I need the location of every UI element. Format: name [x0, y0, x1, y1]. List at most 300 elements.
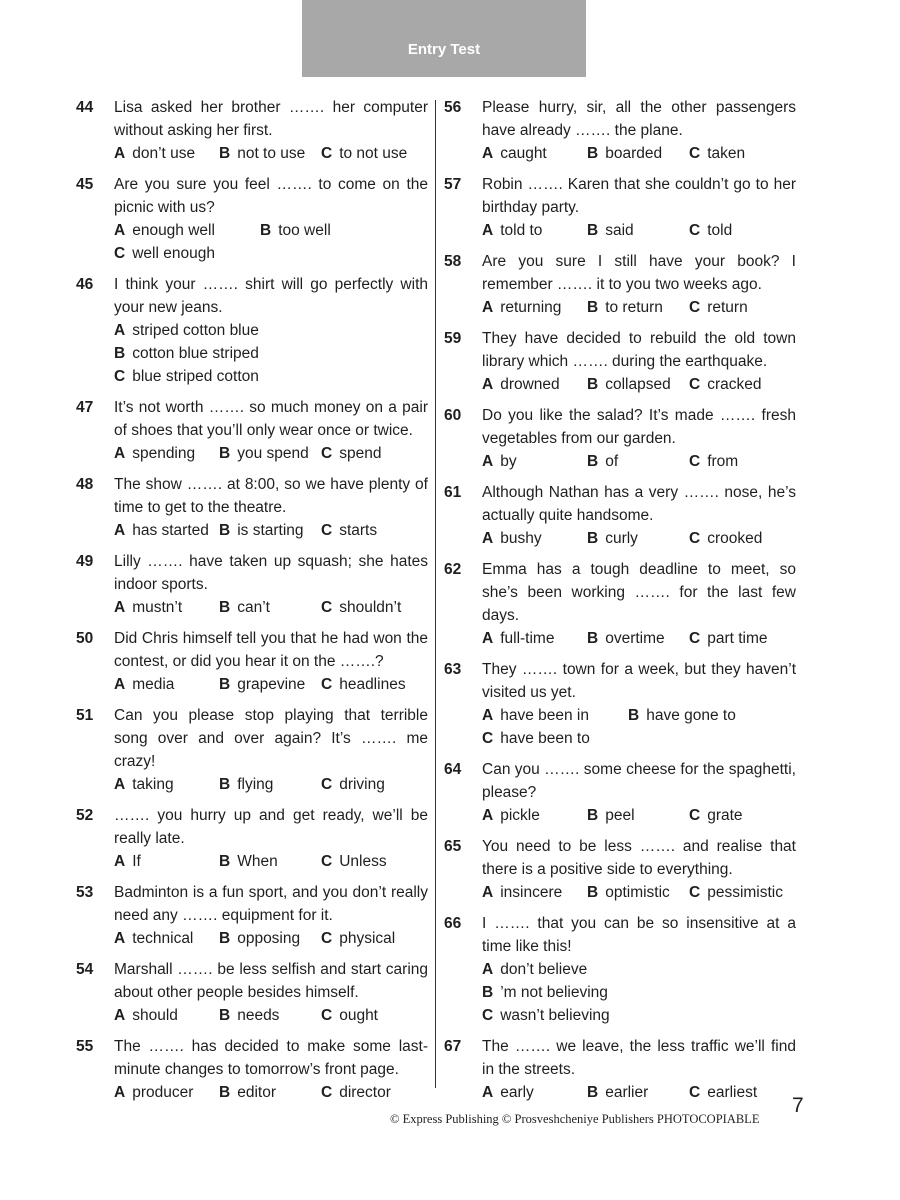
option-text: pessimistic	[707, 884, 783, 901]
option-a	[482, 627, 587, 650]
option-b	[587, 142, 689, 165]
option-letter: C	[321, 930, 333, 947]
option-text: don’t use	[132, 145, 196, 162]
question-body	[482, 835, 796, 904]
option-text: opposing	[237, 930, 301, 947]
option-c	[689, 527, 794, 550]
option-b	[219, 1004, 321, 1027]
answer-options	[114, 927, 428, 950]
question-body	[114, 273, 428, 388]
answer-options	[114, 319, 428, 388]
option-text: too well	[278, 222, 331, 239]
option-letter: B	[219, 522, 231, 539]
option-text: media	[132, 676, 175, 693]
option-text: boarded	[605, 145, 663, 162]
option-b	[114, 342, 428, 365]
option-text: told to	[500, 222, 543, 239]
option-text: curly	[605, 530, 638, 547]
option-text: have been to	[500, 730, 590, 747]
option-letter: B	[219, 930, 231, 947]
option-letter: A	[482, 453, 494, 470]
question-body	[482, 481, 796, 550]
option-text: to return	[605, 299, 663, 316]
question-number: 65	[444, 838, 462, 855]
answer-options	[114, 1081, 428, 1104]
option-letter: B	[587, 884, 599, 901]
option-letter: C	[114, 245, 126, 262]
option-text: you spend	[237, 445, 309, 462]
option-text: taking	[132, 776, 174, 793]
question-52	[76, 804, 428, 873]
question-text: Lisa asked her brother ……. her computer without asking her first.	[114, 99, 428, 139]
option-letter: C	[321, 599, 333, 616]
option-text: told	[707, 222, 733, 239]
option-text: to not use	[339, 145, 408, 162]
option-text: producer	[132, 1084, 194, 1101]
option-b	[587, 1081, 689, 1104]
question-body	[482, 404, 796, 473]
option-letter: A	[114, 599, 126, 616]
question-62	[444, 558, 796, 650]
option-b	[482, 981, 796, 1004]
option-b	[587, 296, 689, 319]
question-body	[482, 558, 796, 650]
option-b	[587, 219, 689, 242]
question-text: They have decided to rebuild the old town library which ……. during the earthquake.	[482, 330, 796, 370]
option-text: shouldn’t	[339, 599, 402, 616]
question-number: 54	[76, 961, 94, 978]
question-text: The show ……. at 8:00, so we have plenty of time to get to the theatre.	[114, 476, 428, 516]
question-number: 44	[76, 99, 94, 116]
option-a	[482, 1081, 587, 1104]
option-letter: A	[482, 707, 494, 724]
question-66	[444, 912, 796, 1027]
question-text: Please hurry, sir, all the other passengers have already ……. the plane.	[482, 99, 796, 139]
option-text: enough well	[132, 222, 215, 239]
option-text: taken	[707, 145, 746, 162]
option-letter: C	[482, 1007, 494, 1024]
right-column	[444, 96, 796, 1112]
question-body	[114, 704, 428, 796]
option-c	[321, 1081, 426, 1104]
option-letter: C	[689, 145, 701, 162]
option-b	[219, 673, 321, 696]
option-letter: A	[482, 299, 494, 316]
option-letter: A	[482, 807, 494, 824]
option-b	[219, 596, 321, 619]
question-45	[76, 173, 428, 265]
question-57	[444, 173, 796, 242]
question-53	[76, 881, 428, 950]
option-text: don’t believe	[500, 961, 588, 978]
option-a	[114, 1081, 219, 1104]
option-text: not to use	[237, 145, 306, 162]
option-text: physical	[339, 930, 396, 947]
answer-options	[114, 596, 428, 619]
question-text: Although Nathan has a very ……. nose, he’s actually quite handsome.	[482, 484, 796, 524]
option-text: Unless	[339, 853, 387, 870]
option-letter: A	[482, 1084, 494, 1101]
option-letter: C	[321, 1007, 333, 1024]
option-c	[114, 365, 428, 388]
option-letter: B	[587, 530, 599, 547]
option-a	[114, 673, 219, 696]
option-a	[482, 527, 587, 550]
option-letter: A	[114, 853, 126, 870]
option-text: part time	[707, 630, 768, 647]
question-body	[114, 96, 428, 165]
option-c	[689, 881, 794, 904]
question-number: 60	[444, 407, 462, 424]
option-b	[219, 442, 321, 465]
option-text: early	[500, 1084, 534, 1101]
question-48	[76, 473, 428, 542]
option-text: needs	[237, 1007, 280, 1024]
option-text: If	[132, 853, 141, 870]
question-49	[76, 550, 428, 619]
option-letter: B	[219, 145, 231, 162]
option-letter: C	[321, 676, 333, 693]
page-number: 7	[792, 1094, 804, 1117]
option-text: have been in	[500, 707, 589, 724]
answer-options	[114, 219, 428, 265]
option-letter: A	[482, 884, 494, 901]
column-divider	[435, 100, 436, 1088]
option-letter: A	[114, 930, 126, 947]
option-b	[587, 804, 689, 827]
option-b	[219, 850, 321, 873]
option-letter: B	[587, 1084, 599, 1101]
option-a	[482, 704, 628, 727]
option-a	[114, 596, 219, 619]
option-b	[587, 373, 689, 396]
question-text: Can you please stop playing that terrible song over and over again? It’s ……. me crazy!	[114, 707, 428, 770]
question-text: ……. you hurry up and get ready, we’ll be really late.	[114, 807, 428, 847]
question-63	[444, 658, 796, 750]
answer-options	[482, 804, 796, 827]
option-letter: B	[587, 630, 599, 647]
question-number: 46	[76, 276, 94, 293]
option-letter: A	[114, 776, 126, 793]
answer-options	[482, 373, 796, 396]
option-letter: B	[219, 445, 231, 462]
question-text: It’s not worth ……. so much money on a pair of shoes that you’ll only wear once or twice.	[114, 399, 428, 439]
option-b	[260, 219, 406, 242]
option-letter: C	[321, 145, 333, 162]
option-text: When	[237, 853, 278, 870]
option-text: overtime	[605, 630, 665, 647]
question-body	[482, 1035, 796, 1104]
answer-options	[482, 881, 796, 904]
option-letter: B	[219, 1084, 231, 1101]
option-c	[321, 927, 426, 950]
option-letter: A	[482, 961, 494, 978]
option-c	[689, 627, 794, 650]
question-50	[76, 627, 428, 696]
option-letter: C	[689, 807, 701, 824]
option-text: flying	[237, 776, 274, 793]
option-c	[321, 850, 426, 873]
option-b	[587, 450, 689, 473]
option-text: crooked	[707, 530, 763, 547]
option-letter: A	[482, 145, 494, 162]
option-letter: B	[219, 1007, 231, 1024]
option-letter: B	[587, 807, 599, 824]
option-c	[689, 1081, 794, 1104]
option-a	[482, 219, 587, 242]
option-text: insincere	[500, 884, 563, 901]
answer-options	[482, 219, 796, 242]
question-body	[482, 250, 796, 319]
option-c	[689, 142, 794, 165]
option-text: director	[339, 1084, 391, 1101]
question-54	[76, 958, 428, 1027]
question-body	[114, 881, 428, 950]
option-text: drowned	[500, 376, 560, 393]
option-a	[482, 450, 587, 473]
question-number: 45	[76, 176, 94, 193]
question-body	[482, 327, 796, 396]
question-body	[114, 473, 428, 542]
option-b	[219, 1081, 321, 1104]
option-letter: B	[219, 676, 231, 693]
option-text: collapsed	[605, 376, 671, 393]
option-a	[114, 927, 219, 950]
option-text: pickle	[500, 807, 540, 824]
option-c	[321, 773, 426, 796]
question-64	[444, 758, 796, 827]
answer-options	[114, 442, 428, 465]
question-text: Emma has a tough deadline to meet, so she’s been working ……. for the last few days.	[482, 561, 796, 624]
left-column	[76, 96, 428, 1112]
option-letter: A	[482, 222, 494, 239]
answer-options	[482, 296, 796, 319]
option-text: earliest	[707, 1084, 758, 1101]
question-46	[76, 273, 428, 388]
option-text: by	[500, 453, 517, 470]
answer-options	[482, 958, 796, 1027]
question-51	[76, 704, 428, 796]
answer-options	[114, 1004, 428, 1027]
option-letter: A	[482, 630, 494, 647]
option-text: spending	[132, 445, 196, 462]
option-a	[482, 804, 587, 827]
option-a	[114, 319, 428, 342]
option-letter: A	[114, 1084, 126, 1101]
question-text: Robin ……. Karen that she couldn’t go to her birthday party.	[482, 176, 796, 216]
question-number: 52	[76, 807, 94, 824]
option-c	[689, 373, 794, 396]
option-b	[587, 627, 689, 650]
option-text: from	[707, 453, 739, 470]
option-letter: C	[321, 853, 333, 870]
question-body	[114, 804, 428, 873]
option-text: return	[707, 299, 748, 316]
answer-options	[482, 527, 796, 550]
option-a	[114, 1004, 219, 1027]
option-text: ought	[339, 1007, 378, 1024]
question-number: 61	[444, 484, 462, 501]
question-number: 66	[444, 915, 462, 932]
option-letter: B	[219, 776, 231, 793]
option-c	[689, 450, 794, 473]
option-text: grate	[707, 807, 743, 824]
header-tab	[302, 0, 586, 77]
option-letter: A	[114, 145, 126, 162]
option-text: said	[605, 222, 634, 239]
question-59	[444, 327, 796, 396]
question-body	[482, 96, 796, 165]
option-b	[628, 704, 774, 727]
option-text: has started	[132, 522, 209, 539]
option-a	[114, 773, 219, 796]
question-body	[482, 912, 796, 1027]
option-letter: B	[628, 707, 640, 724]
option-text: optimistic	[605, 884, 670, 901]
question-text: Did Chris himself tell you that he had won the contest, or did you hear it on the …….?	[114, 630, 428, 670]
option-letter: C	[114, 368, 126, 385]
option-b	[219, 927, 321, 950]
question-text: Marshall ……. be less selfish and start caring about other people besides himself.	[114, 961, 428, 1001]
option-b	[587, 527, 689, 550]
option-c	[482, 727, 628, 750]
option-letter: A	[114, 445, 126, 462]
question-61	[444, 481, 796, 550]
question-number: 49	[76, 553, 94, 570]
question-text: Are you sure you feel ……. to come on the picnic with us?	[114, 176, 428, 216]
option-letter: B	[219, 599, 231, 616]
question-47	[76, 396, 428, 465]
question-number: 55	[76, 1038, 94, 1055]
question-65	[444, 835, 796, 904]
option-text: driving	[339, 776, 385, 793]
option-letter: C	[689, 299, 701, 316]
option-a	[114, 219, 260, 242]
answer-options	[482, 450, 796, 473]
question-body	[114, 958, 428, 1027]
option-text: caught	[500, 145, 547, 162]
question-60	[444, 404, 796, 473]
option-b	[219, 773, 321, 796]
option-text: blue striped cotton	[132, 368, 259, 385]
option-letter: A	[482, 530, 494, 547]
option-letter: C	[482, 730, 494, 747]
question-body	[482, 758, 796, 827]
question-number: 64	[444, 761, 462, 778]
question-number: 47	[76, 399, 94, 416]
option-text: can’t	[237, 599, 270, 616]
option-letter: B	[587, 145, 599, 162]
option-letter: C	[689, 376, 701, 393]
question-number: 53	[76, 884, 94, 901]
option-text: bushy	[500, 530, 542, 547]
option-text: is starting	[237, 522, 304, 539]
option-letter: B	[114, 345, 126, 362]
question-number: 63	[444, 661, 462, 678]
question-body	[114, 627, 428, 696]
question-body	[114, 1035, 428, 1104]
option-c	[321, 519, 426, 542]
option-text: spend	[339, 445, 382, 462]
answer-options	[482, 142, 796, 165]
question-number: 56	[444, 99, 462, 116]
option-letter: B	[587, 299, 599, 316]
question-text: Are you sure I still have your book? I remember ……. it to you two weeks ago.	[482, 253, 796, 293]
option-text: full-time	[500, 630, 555, 647]
option-letter: B	[587, 222, 599, 239]
question-body	[114, 550, 428, 619]
question-body	[114, 173, 428, 265]
copyright-footer: © Express Publishing © Prosveshcheniye Publishers PHOTOCOPIABLE	[390, 1112, 760, 1126]
question-number: 57	[444, 176, 462, 193]
question-number: 62	[444, 561, 462, 578]
question-text: Do you like the salad? It’s made ……. fresh vegetables from our garden.	[482, 407, 796, 447]
option-text: editor	[237, 1084, 276, 1101]
option-c	[321, 673, 426, 696]
option-b	[219, 142, 321, 165]
question-55	[76, 1035, 428, 1104]
question-58	[444, 250, 796, 319]
option-letter: B	[219, 853, 231, 870]
question-body	[482, 173, 796, 242]
option-letter: C	[321, 522, 333, 539]
page-title: Entry Test	[407, 41, 481, 58]
option-c	[482, 1004, 796, 1027]
option-text: grapevine	[237, 676, 306, 693]
option-text: peel	[605, 807, 635, 824]
option-letter: C	[321, 776, 333, 793]
question-number: 50	[76, 630, 94, 647]
question-text: Badminton is a fun sport, and you don’t really need any ……. equipment for it.	[114, 884, 428, 924]
option-letter: A	[114, 222, 126, 239]
question-text: You need to be less ……. and realise that there is a positive side to everything.	[482, 838, 796, 878]
option-letter: C	[689, 1084, 701, 1101]
question-body	[114, 396, 428, 465]
option-c	[321, 596, 426, 619]
option-letter: C	[321, 445, 333, 462]
answer-options	[482, 704, 796, 750]
option-text: technical	[132, 930, 194, 947]
option-text: mustn’t	[132, 599, 183, 616]
answer-options	[482, 1081, 796, 1104]
option-letter: A	[114, 322, 126, 339]
question-text: Can you ……. some cheese for the spaghetti, please?	[482, 761, 796, 801]
question-text: The ……. has decided to make some last-minute changes to tomorrow’s front page.	[114, 1038, 428, 1078]
answer-options	[114, 773, 428, 796]
question-text: I ……. that you can be so insensitive at a time like this!	[482, 915, 796, 955]
question-number: 48	[76, 476, 94, 493]
option-letter: A	[114, 676, 126, 693]
option-text: cracked	[707, 376, 762, 393]
question-text: The ……. we leave, the less traffic we’ll find in the streets.	[482, 1038, 796, 1078]
option-c	[321, 142, 426, 165]
option-letter: B	[587, 453, 599, 470]
option-a	[114, 442, 219, 465]
question-number: 59	[444, 330, 462, 347]
option-b	[219, 519, 321, 542]
option-a	[482, 142, 587, 165]
option-letter: B	[587, 376, 599, 393]
question-number: 67	[444, 1038, 462, 1055]
option-text: headlines	[339, 676, 406, 693]
question-text: They ……. town for a week, but they haven’t visited us yet.	[482, 661, 796, 701]
option-text: starts	[339, 522, 378, 539]
option-text: wasn’t believing	[500, 1007, 610, 1024]
option-text: earlier	[605, 1084, 649, 1101]
option-a	[482, 958, 796, 981]
option-b	[587, 881, 689, 904]
option-text: cotton blue striped	[132, 345, 259, 362]
